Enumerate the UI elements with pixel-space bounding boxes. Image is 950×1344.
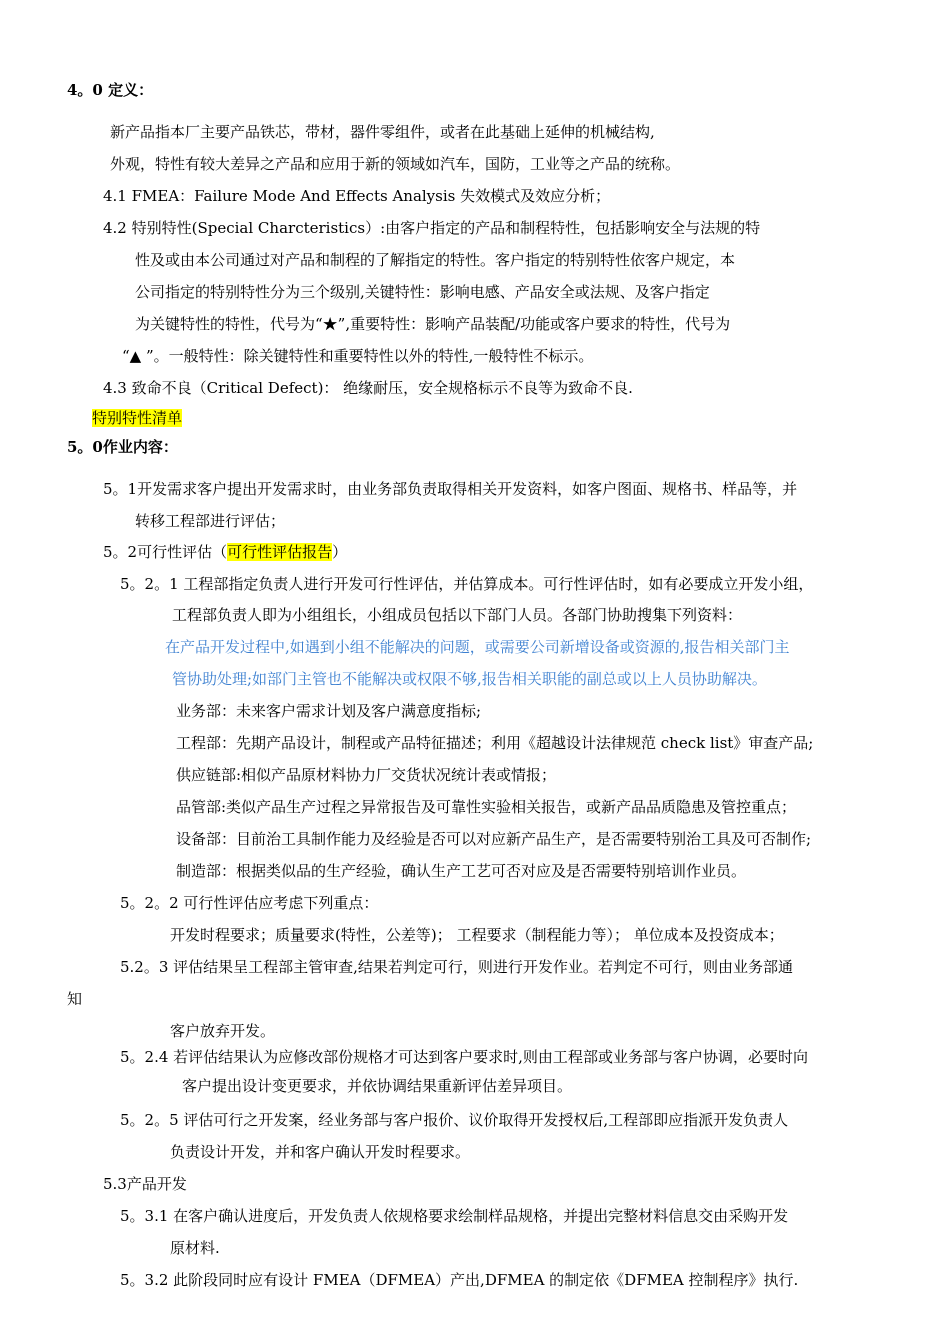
feasibility-report-link[interactable]: 可行性评估报告: [227, 543, 333, 561]
definition-4-2-line-1: 4.2 特别特性(Special Charcteristics）:由客户指定的产品和制程特性，包括影响安全与法规的特: [103, 219, 761, 237]
item-5-2-3-line-1: 5.2。3 评估结果呈工程部主管审查,结果若判定可行，则进行开发作业。若判定不可行，则由业务部通: [120, 958, 793, 976]
item-5-2-5-line-2: 负责设计开发，并和客户确认开发时程要求。: [170, 1143, 471, 1161]
item-5-2-4-line-1: 5。2.4 若评估结果认为应修改部份规格才可达到客户要求时,则由工程部或业务部与客户协调，必要时向: [120, 1048, 808, 1066]
item-5-3-1-line-1: 5。3.1 在客户确认进度后，开发负责人依规格要求绘制样品规格，并提出完整材料信息交由采购开发: [120, 1207, 789, 1225]
definition-4-3: 4.3 致命不良（Critical Defect)： 绝缘耐压，安全规格标示不良等为致命不良.: [103, 379, 633, 397]
definition-4-2-line-5: “▲ ”。一般特性：除关键特性和重要特性以外的特性,一般特性不标示。: [122, 347, 594, 365]
dept-supply-chain: 供应链部:相似产品原材料协力厂交货状况统计表或情报；: [176, 766, 557, 784]
definition-intro-line-2: 外观，特性有较大差异之产品和应用于新的领域如汽车，国防，工业等之产品的统称。: [110, 155, 681, 173]
dept-sales: 业务部：未来客户需求计划及客户满意度指标;: [176, 702, 482, 720]
item-5-2-2-line-2: 开发时程要求；质量要求(特性，公差等)； 工程要求（制程能力等）； 单位成本及投资成本；: [170, 926, 784, 944]
item-5-2-1-line-2: 工程部负责人即为小组组长，小组成员包括以下部门人员。各部门协助搜集下列资料：: [172, 606, 743, 624]
item-5-2-3-line-2: 知: [67, 990, 83, 1008]
item-5-3: 5.3产品开发: [103, 1175, 187, 1193]
item-5-2-prefix: 5。2可行性评估（: [103, 543, 228, 561]
escalation-note-line-1: 在产品开发过程中,如遇到小组不能解决的问题，或需要公司新增设备或资源的,报告相关部门主: [165, 638, 790, 656]
section-4-heading: 4。0 定义：: [67, 81, 154, 99]
item-5-1-line-2: 转移工程部进行评估；: [135, 512, 286, 530]
definition-intro-line-1: 新产品指本厂主要产品铁芯，带材，器件零组件，或者在此基础上延伸的机械结构,: [110, 123, 655, 141]
item-5-2-1-line-1: 5。2。1 工程部指定负责人进行开发可行性评估，并估算成本。可行性评估时，如有必要成立开发小组，: [120, 575, 814, 593]
dept-quality: 品管部:类似产品生产过程之异常报告及可靠性实验相关报告，或新产品品质隐患及管控重点；: [176, 798, 797, 816]
definition-4-1: 4.1 FMEA：Failure Mode And Effects Analysis 失效模式及效应分析；: [103, 187, 611, 205]
dept-equipment: 设备部：目前治工具制作能力及经验是否可以对应新产品生产，是否需要特别治工具及可否制作;: [176, 830, 812, 848]
dept-manufacturing: 制造部：根据类似品的生产经验，确认生产工艺可否对应及是否需要特别培训作业员。: [176, 862, 747, 880]
item-5-2-5-line-1: 5。2。5 评估可行之开发案，经业务部与客户报价、议价取得开发授权后,工程部即应指派开发负责人: [120, 1111, 789, 1129]
item-5-2: [103, 542, 347, 562]
item-5-2-suffix: ）: [332, 543, 348, 561]
escalation-note-line-2: 管协助处理;如部门主管也不能解决或权限不够,报告相关职能的副总或以上人员协助解决。: [172, 670, 767, 688]
definition-4-2-line-3: 公司指定的特别特性分为三个级别,关键特性：影响电感、产品安全或法规、及客户指定: [135, 283, 710, 301]
item-5-3-1-line-2: 原材料.: [170, 1239, 220, 1257]
dept-engineering: 工程部：先期产品设计，制程或产品特征描述；利用《超越设计法律规范 check list》审查产品;: [176, 734, 814, 752]
item-5-2-2-line-1: 5。2。2 可行性评估应考虑下列重点：: [120, 894, 379, 912]
item-5-3-2: 5。3.2 此阶段同时应有设计 FMEA（DFMEA）产出,DFMEA 的制定依《DFMEA 控制程序》执行.: [120, 1271, 799, 1289]
item-5-1-line-1: 5。1开发需求客户提出开发需求时，由业务部负责取得相关开发资料，如客户图面、规格书、样品等，并: [103, 480, 798, 498]
item-5-2-3-line-3: 客户放弃开发。: [170, 1022, 276, 1040]
special-characteristics-list-label: 特别特性清单: [92, 409, 183, 427]
special-characteristics-list-link[interactable]: [92, 408, 182, 428]
definition-4-2-line-2: 性及或由本公司通过对产品和制程的了解指定的特性。客户指定的特别特性依客户规定，本: [135, 251, 736, 269]
section-5-heading: 5。0作业内容：: [67, 438, 178, 456]
definition-4-2-line-4: 为关键特性的特性，代号为“★”,重要特性：影响产品装配/功能或客户要求的特性，代号为: [135, 315, 731, 333]
item-5-2-4-line-2: 客户提出设计变更要求，并依协调结果重新评估差异项目。: [182, 1077, 573, 1095]
